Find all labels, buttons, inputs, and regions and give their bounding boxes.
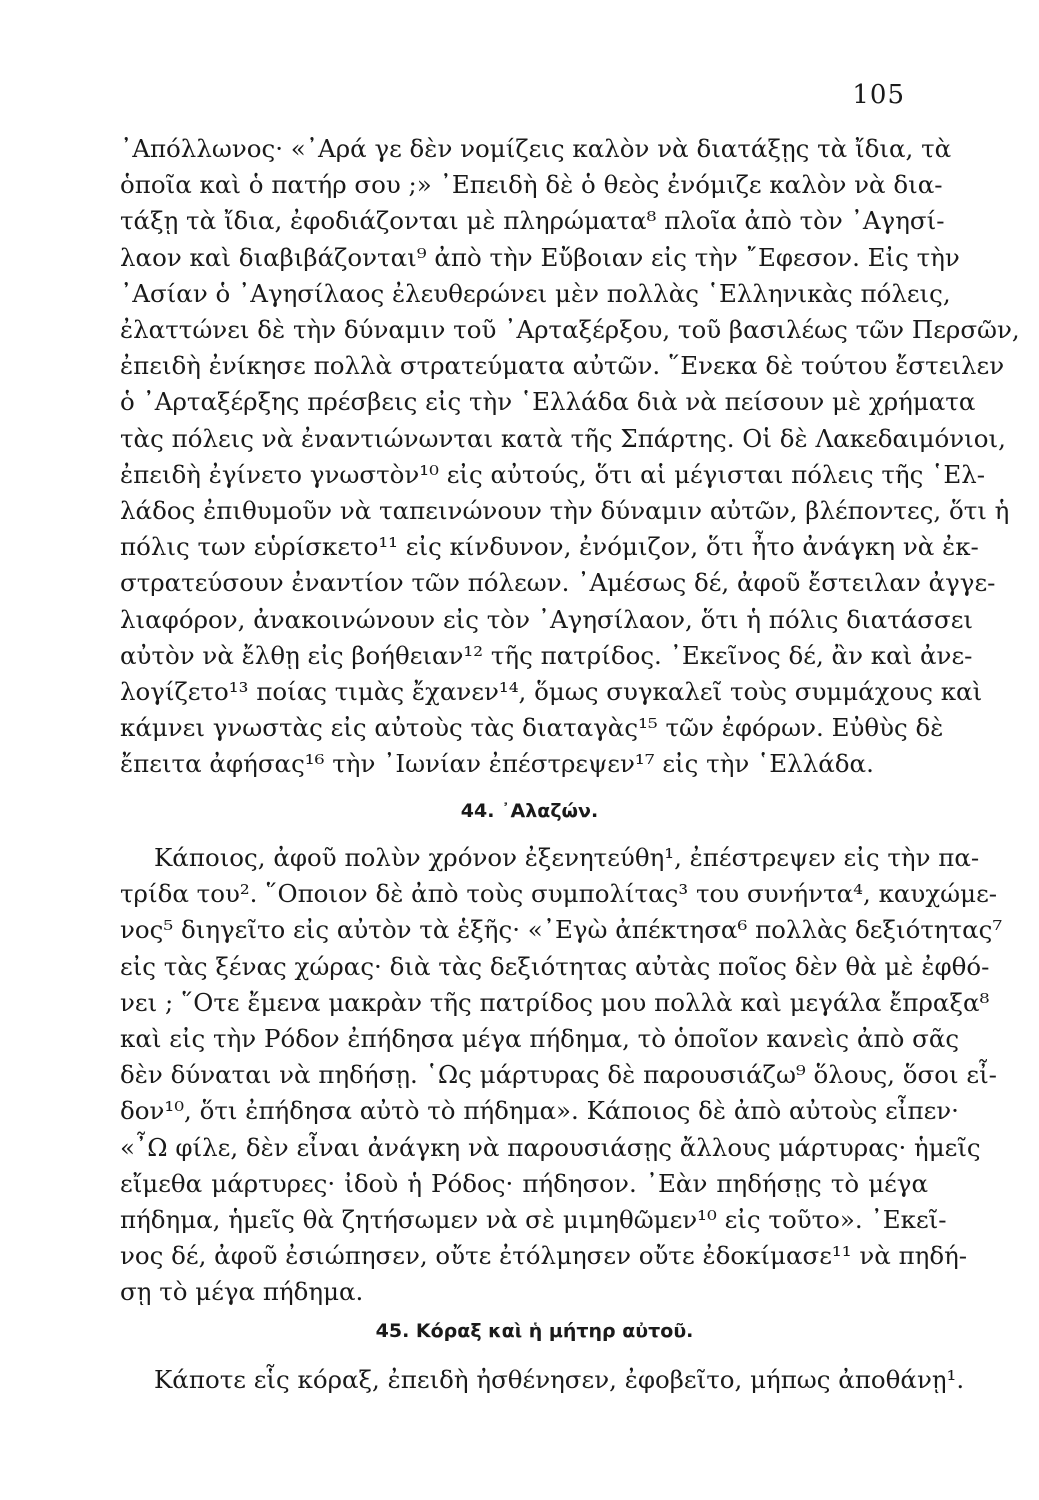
text-line: εἰς τὰς ξένας χώρας· διὰ τὰς δεξιότητας αὐτὰς ποῖος δὲν θὰ μὲ ἐφθό- xyxy=(120,951,990,981)
text-line: τρίδα του². ῞Οποιον δὲ ἀπὸ τοὺς συμπολίτας³ του συνήντα⁴, καυχώμε- xyxy=(120,879,998,909)
text-line: δὲν δύναται νὰ πηδήσῃ. ῾Ως μάρτυρας δὲ παρουσιάζω⁹ ὅλους, ὅσοι εἶ- xyxy=(120,1060,997,1090)
text-line: ὁποῖα καὶ ὁ πατήρ σου ;» ᾿Επειδὴ δὲ ὁ θεὸς ἐνόμιζε καλὸν νὰ δια- xyxy=(120,170,943,200)
text-line: ᾿Απόλλωνος· «᾿Αρά γε δὲν νομίζεις καλὸν νὰ διατάξῃς τὰ ἴδια, τὰ xyxy=(120,134,952,163)
text-line: λογίζετο¹³ ποίας τιμὰς ἔχανεν¹⁴, ὅμως συγκαλεῖ τοὺς συμμάχους καὶ xyxy=(120,677,983,707)
text-line: ᾿Ασίαν ὁ ᾿Αγησίλαος ἐλευθερώνει μὲν πολλὰς ῾Ελληνικὰς πόλεις, xyxy=(120,278,951,308)
text-line: Κάποτε εἷς κόραξ, ἐπειδὴ ἠσθένησεν, ἐφοβεῖτο, μήπως ἀποθάνῃ¹. xyxy=(154,1365,965,1394)
text-line: καὶ εἰς τὴν Ρόδον ἐπήδησα μέγα πήδημα, τὸ ὁποῖον κανεὶς ἀπὸ σᾶς xyxy=(120,1024,960,1054)
paragraph-apollo-agesilaus xyxy=(120,131,1020,783)
text-line: νει ; ῞Οτε ἔμενα μακρὰν τῆς πατρίδος μου πολλὰ καὶ μεγάλα ἔπραξα⁸ xyxy=(120,987,990,1017)
text-line: δον¹⁰, ὅτι ἐπήδησα αὐτὸ τὸ πήδημα». Κάποιος δὲ ἀπὸ αὐτοὺς εἶπεν· xyxy=(120,1096,959,1126)
text-line: λαον καὶ διαβιβάζονται⁹ ἀπὸ τὴν Εὔβοιαν εἰς τὴν ῎Εφεσον. Εἰς τὴν xyxy=(120,242,960,272)
paragraph-boaster xyxy=(120,840,1003,1311)
text-line: νος⁵ διηγεῖτο εἰς αὐτὸν τὰ ἑξῆς· «᾿Εγὼ ἀπέκτησα⁶ πολλὰς δεξιότητας⁷ xyxy=(120,915,1003,945)
text-line: εἴμεθα μάρτυρες· ἰδοὺ ἡ Ρόδος· πήδησον. ᾿Εὰν πηδήσῃς τὸ μέγα xyxy=(120,1168,928,1198)
text-line: κάμνει γνωστὰς εἰς αὐτοὺς τὰς διαταγὰς¹⁵ τῶν ἐφόρων. Εὐθὺς δὲ xyxy=(120,713,944,743)
text-line: αὐτὸν νὰ ἔλθῃ εἰς βοήθειαν¹² τῆς πατρίδος. ᾿Εκεῖνος δέ, ἂν καὶ ἀνε- xyxy=(120,640,973,670)
text-line: λιαφόρον, ἀνακοινώνουν εἰς τὸν ᾿Αγησίλαον, ὅτι ἡ πόλις διατάσσει xyxy=(120,604,974,634)
text-line: ὁ ᾿Αρταξέρξης πρέσβεις εἰς τὴν ῾Ελλάδα διὰ νὰ πείσουν μὲ χρήματα xyxy=(120,387,976,417)
text-line: τάξῃ τὰ ἴδια, ἐφοδιάζονται μὲ πληρώματα⁸ πλοῖα ἀπὸ τὸν ᾿Αγησί- xyxy=(120,206,945,236)
text-line: στρατεύσουν ἐναντίον τῶν πόλεων. ᾿Αμέσως δέ, ἀφοῦ ἔστειλαν ἀγγε- xyxy=(120,568,996,598)
text-line: ἐπειδὴ ἐγίνετο γνωστὸν¹⁰ εἰς αὐτούς, ὅτι αἱ μέγισται πόλεις τῆς ῾Ελ- xyxy=(120,459,986,489)
text-line: σῃ τὸ μέγα πήδημα. xyxy=(120,1277,364,1307)
text-line: ἐλαττώνει δὲ τὴν δύναμιν τοῦ ᾿Αρταξέρξου, τοῦ βασιλέως τῶν Περσῶν, xyxy=(120,315,1020,345)
text-line: λάδος ἐπιθυμοῦν νὰ ταπεινώνουν τὴν δύναμιν αὐτῶν, βλέποντες, ὅτι ἡ xyxy=(120,496,1010,526)
text-line: τὰς πόλεις νὰ ἐναντιώνωνται κατὰ τῆς Σπάρτης. Οἱ δὲ Λακεδαιμόνιοι, xyxy=(120,423,1006,453)
text-line: Κάποιος, ἀφοῦ πολὺν χρόνον ἐξενητεύθη¹, ἐπέστρεψεν εἰς τὴν πα- xyxy=(154,843,980,872)
text-line: ἔπειτα ἀφήσας¹⁶ τὴν ᾿Ιωνίαν ἐπέστρεψεν¹⁷ εἰς τὴν ῾Ελλάδα. xyxy=(120,749,874,779)
text-line: πήδημα, ἡμεῖς θὰ ζητήσωμεν νὰ σὲ μιμηθῶμεν¹⁰ εἰς τοῦτο». ᾿Εκεῖ- xyxy=(120,1205,947,1235)
text-line: πόλις των εὑρίσκετο¹¹ εἰς κίνδυνον, ἐνόμιζον, ὅτι ἦτο ἀνάγκη νὰ ἐκ- xyxy=(120,532,979,562)
section-heading-44: 44. ᾿Αλαζών. xyxy=(460,800,599,822)
text-line: «῏Ω φίλε, δὲν εἶναι ἀνάγκη νὰ παρουσιάσῃς ἄλλους μάρτυρας· ἡμεῖς xyxy=(120,1132,981,1162)
paragraph-raven xyxy=(120,1362,965,1398)
section-heading-45: 45. Κόραξ καὶ ἡ μήτηρ αὐτοῦ. xyxy=(375,1320,694,1342)
page-number: 105 xyxy=(852,80,905,110)
text-line: ἐπειδὴ ἐνίκησε πολλὰ στρατεύματα αὐτῶν. ῞Ενεκα δὲ τούτου ἔστειλεν xyxy=(120,351,1005,381)
text-line: νος δέ, ἀφοῦ ἐσιώπησεν, οὔτε ἐτόλμησεν οὔτε ἐδοκίμασε¹¹ νὰ πηδή- xyxy=(120,1241,968,1271)
